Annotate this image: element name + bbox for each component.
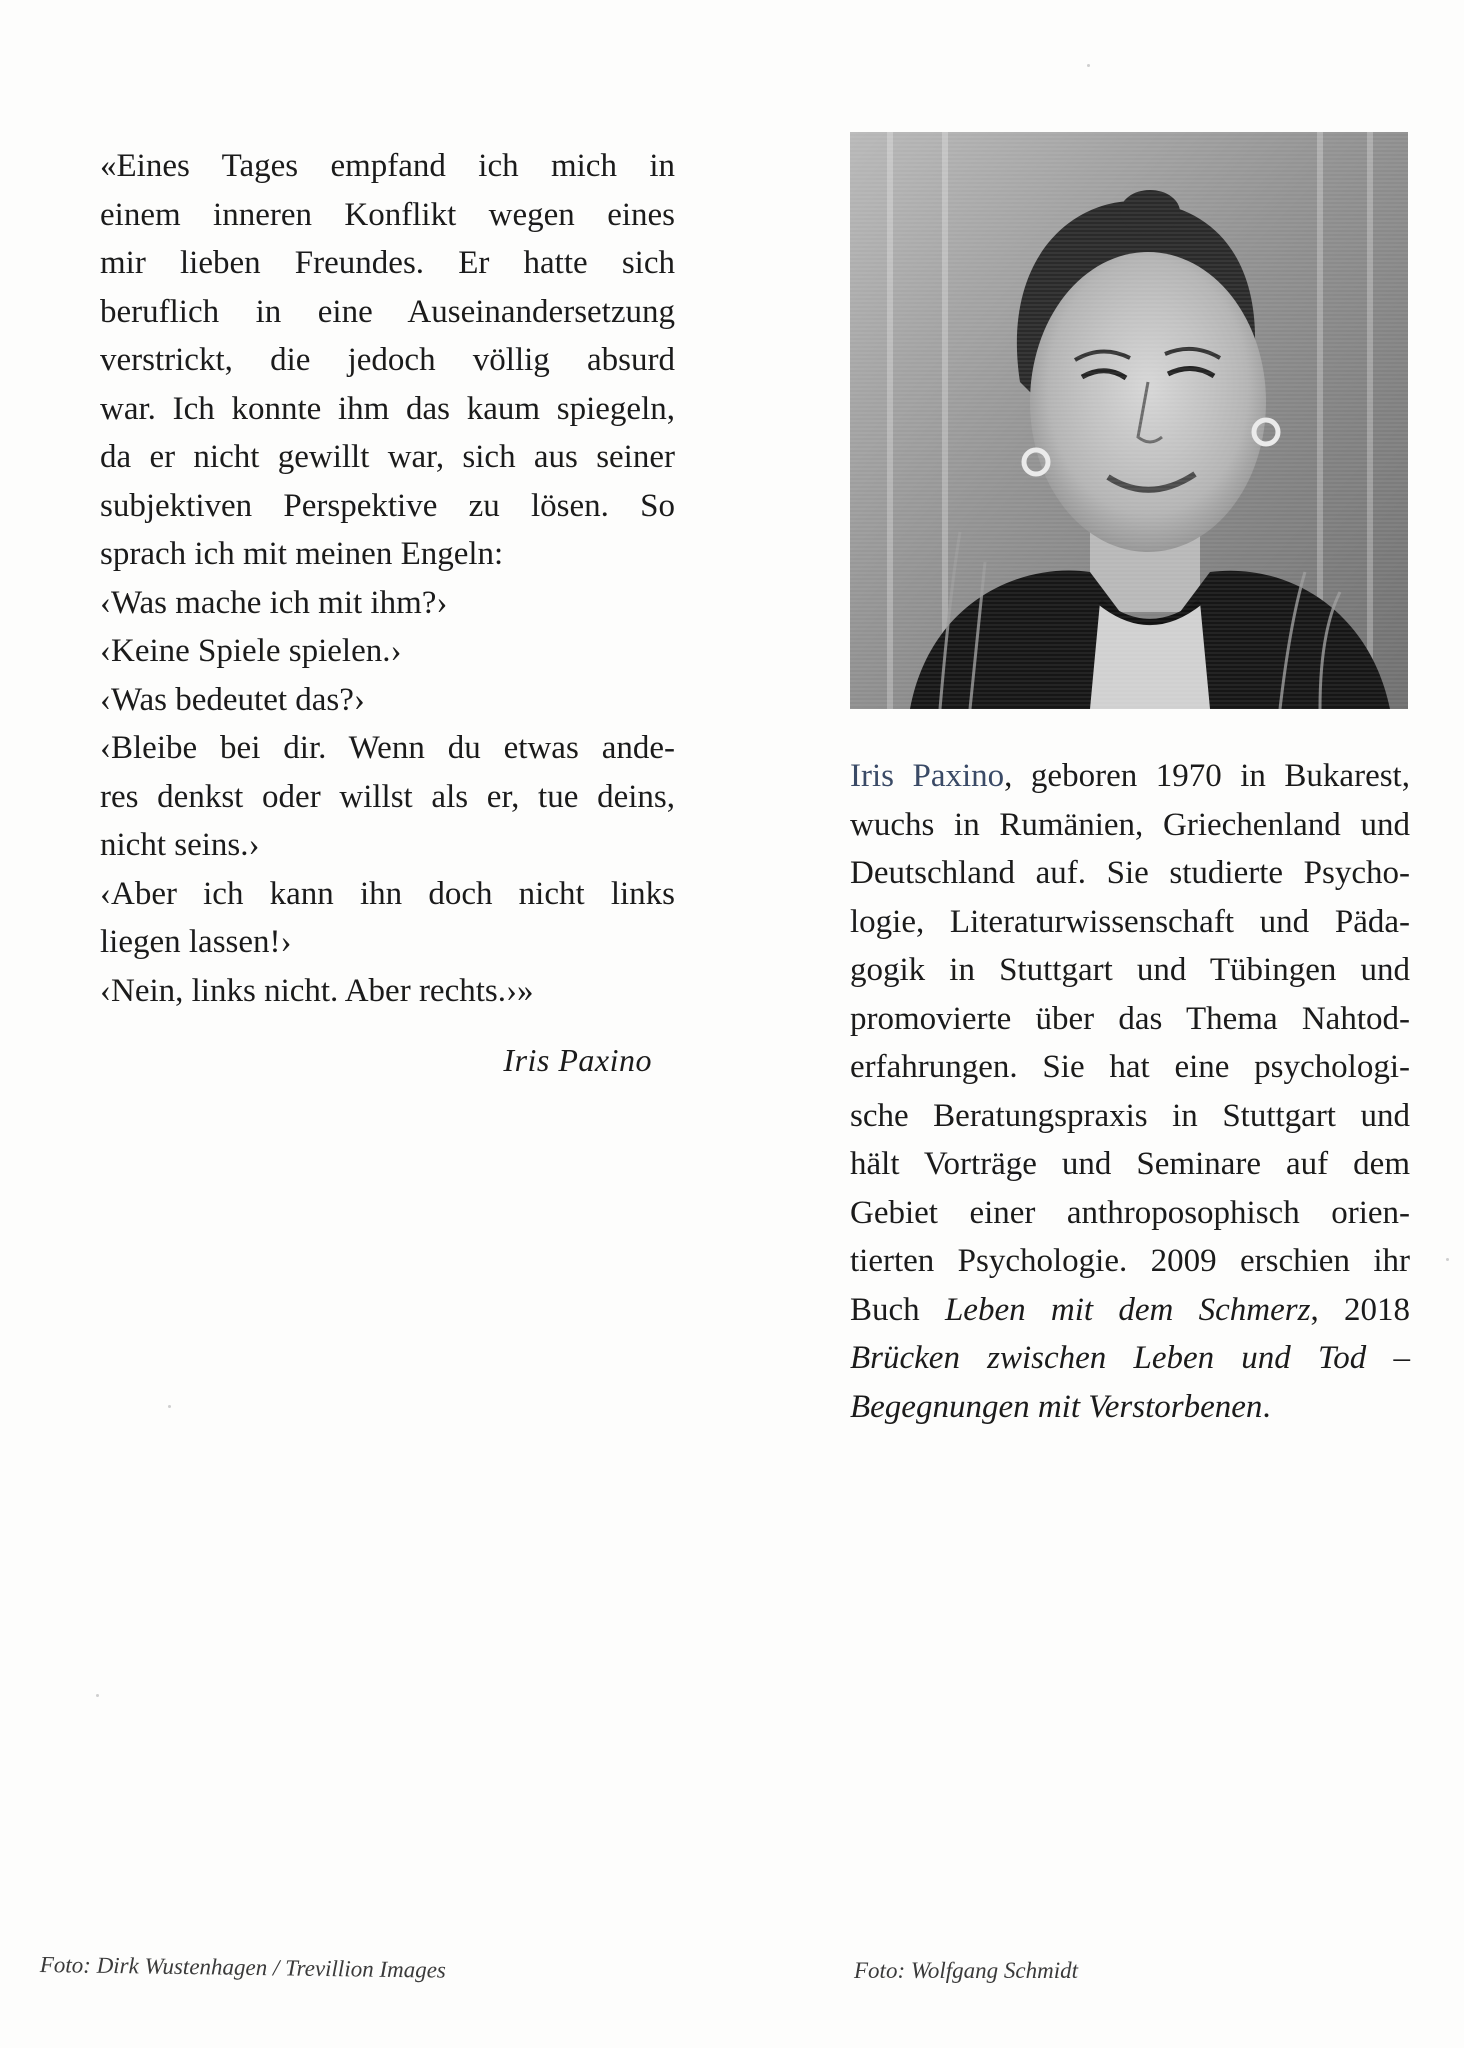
author-bio — [850, 752, 1410, 1431]
bio-line: wuchs in Rumänien, Griechenland und — [850, 806, 1410, 843]
bio-line: Deutschland auf. Sie studierte Psycho- — [850, 855, 1410, 891]
quote-line: da er nicht gewillt war, sich aus seiner — [100, 439, 675, 475]
bio-line: hält Vorträge und Seminare auf dem — [850, 1146, 1410, 1182]
quote-line: beruflich in eine Auseinandersetzung — [100, 293, 675, 330]
book-title: Begegnungen mit Verstorbenen — [850, 1388, 1263, 1425]
bio-line — [850, 1286, 1410, 1335]
photo-credit-left: Foto: Dirk Wustenhagen / Trevillion Images — [39, 1952, 447, 1983]
bio-line: logie, Literaturwissenschaft und Päda- — [850, 903, 1410, 940]
quote-line: subjektiven Perspektive zu lösen. So — [100, 487, 675, 524]
dust-speck — [1446, 1258, 1449, 1261]
bio-line: Gebiet einer anthroposophisch orien- — [850, 1194, 1410, 1231]
bio-text: , geboren 1970 in Bukarest, — [1004, 758, 1410, 794]
bio-line: erfahrungen. Sie hat eine psychologi- — [850, 1049, 1410, 1085]
bio-text: . — [1262, 1388, 1271, 1425]
book-title: Brücken zwischen Leben und Tod – — [850, 1340, 1410, 1376]
dust-speck — [96, 1694, 99, 1697]
quote-line: liegen lassen!› — [100, 924, 292, 960]
quote-line: sprach ich mit meinen Engeln: — [100, 536, 504, 572]
quote-line: nicht seins.› — [100, 827, 260, 863]
bio-line — [850, 1383, 1410, 1432]
quote-line: ‹Was mache ich mit ihm?› — [100, 584, 448, 621]
author-portrait-photo — [850, 132, 1408, 709]
photo-credit-right: Foto: Wolfgang Schmidt — [854, 1958, 1079, 1983]
quote-line: ‹Nein, links nicht. Aber rechts.›» — [100, 972, 534, 1009]
dust-speck — [168, 1405, 171, 1408]
quote-block — [100, 142, 675, 1015]
bio-line — [850, 1334, 1410, 1383]
bio-line: promovierte über das Thema Nahtod- — [850, 1000, 1410, 1037]
bio-line: tierten Psychologie. 2009 erschien ihr — [850, 1243, 1410, 1279]
bio-line — [850, 752, 1410, 801]
bio-line: gogik in Stuttgart und Tübingen und — [850, 952, 1410, 988]
quote-line: ‹Bleibe bei dir. Wenn du etwas ande- — [100, 730, 675, 766]
bio-text: Buch — [850, 1291, 945, 1328]
bio-line: sche Beratungspraxis in Stuttgart und — [850, 1097, 1410, 1134]
dust-speck — [1087, 64, 1090, 67]
book-title: Leben mit dem Schmerz — [944, 1291, 1311, 1328]
quote-line: mir lieben Freundes. Er hatte sich — [100, 245, 675, 281]
quote-line: war. Ich konnte ihm das kaum spiegeln, — [100, 390, 675, 427]
quote-line: ‹Aber ich kann ihn doch nicht links — [100, 875, 675, 912]
bio-text: , 2018 — [1310, 1291, 1410, 1328]
quote-line: res denkst oder willst als er, tue deins, — [100, 778, 675, 815]
quote-line: ‹Keine Spiele spielen.› — [100, 633, 402, 669]
portrait-image — [850, 132, 1408, 709]
quote-line: ‹Was bedeutet das?› — [100, 681, 365, 718]
quote-author: Iris Paxino — [503, 1042, 652, 1078]
quote-line: «Eines Tages empfand ich mich in — [100, 148, 675, 184]
quote-line: verstrickt, die jedoch völlig absurd — [100, 342, 675, 378]
author-name: Iris Paxino — [850, 758, 1005, 794]
quote-line: einem inneren Konflikt wegen eines — [100, 196, 675, 233]
